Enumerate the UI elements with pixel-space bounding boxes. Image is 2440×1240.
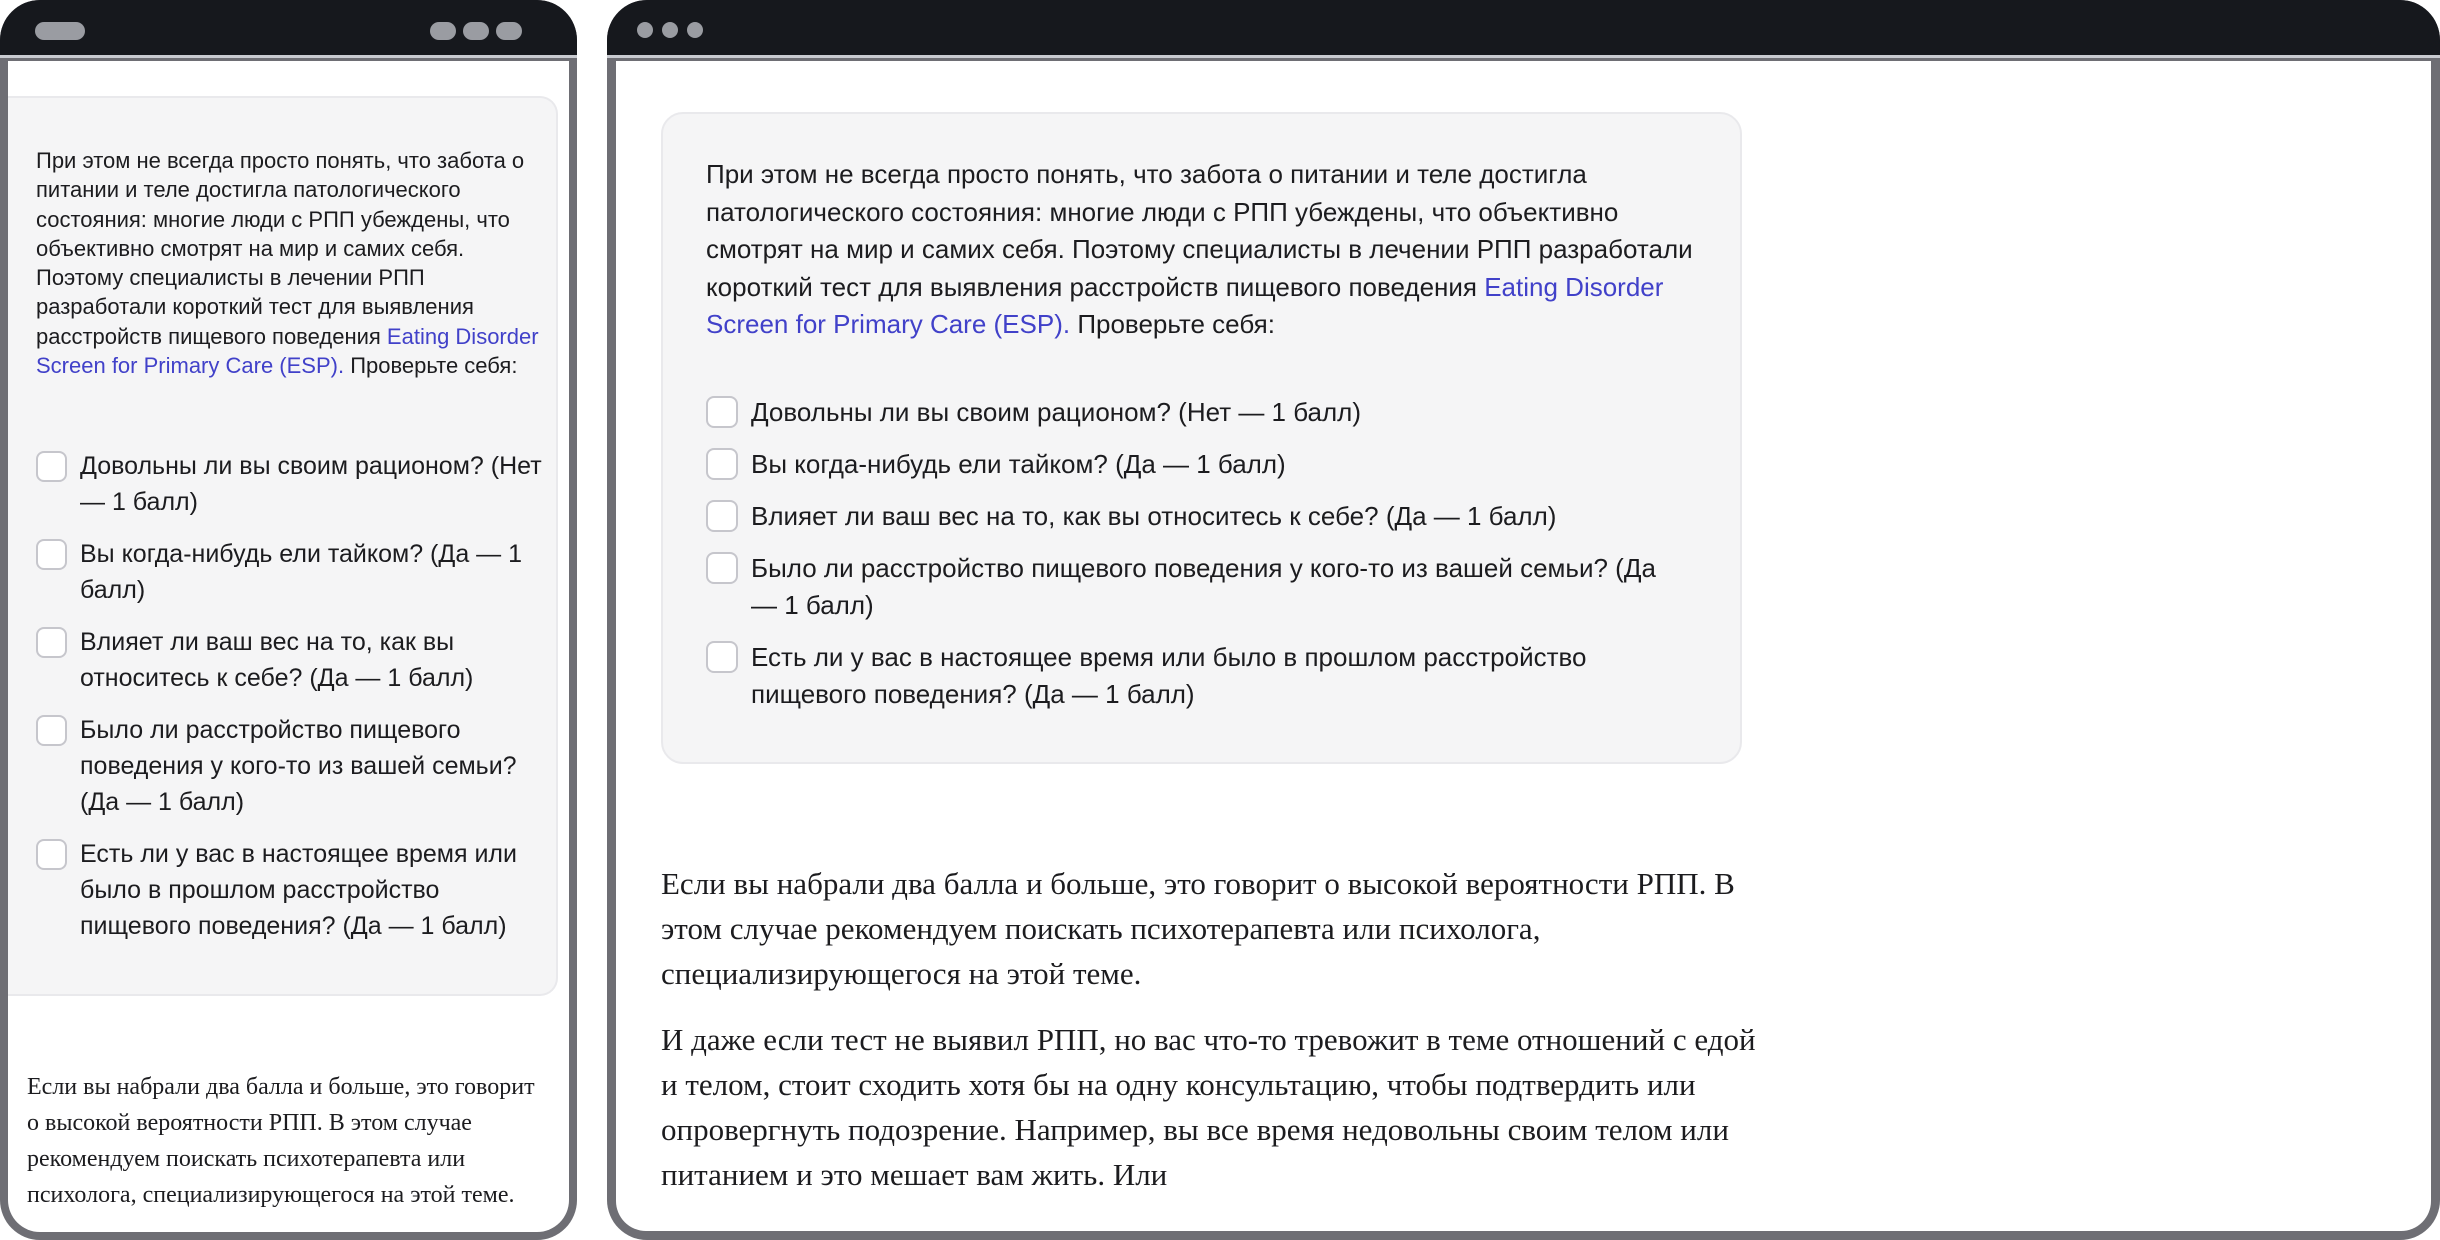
intro-cta: Проверьте себя: — [1070, 309, 1275, 340]
mobile-screen — [8, 61, 569, 1232]
test-intro-text — [36, 146, 546, 380]
question-item[interactable] — [36, 836, 546, 944]
question-label: Довольны ли вы своим рационом? (Нет — 1 балл) — [751, 397, 1361, 427]
question-item[interactable] — [706, 446, 1706, 483]
checkbox[interactable] — [706, 552, 738, 584]
question-label: Вы когда-нибудь ели тайком? (Да — 1 балл) — [80, 540, 523, 604]
status-dot-icon — [430, 22, 456, 40]
desktop-screen — [616, 61, 2431, 1231]
checkbox[interactable] — [36, 539, 67, 570]
question-item[interactable] — [36, 448, 546, 520]
status-dot-icon — [496, 22, 522, 40]
question-item[interactable] — [706, 550, 1671, 624]
checkbox[interactable] — [706, 641, 738, 673]
checkbox[interactable] — [706, 396, 738, 428]
window-dot-icon — [687, 22, 703, 38]
intro-text: При этом не всегда просто понять, что забота о питании и теле достигла патологического состояния: многие люди с РПП убеждены, что объективно смотрят на мир и самих себя. Поэтому специалисты в лечении РПП разработали короткий тест для выявления расстройств пищевого поведения — [36, 148, 525, 349]
checkbox[interactable] — [36, 627, 67, 658]
article-paragraph: Если вы набрали два балла и больше, это говорит о высокой вероятности РПП. В этом случае рекомендуем поискать психотерапевта или психолога, специализирующегося на этой теме. — [27, 1074, 535, 1208]
question-label: Влияет ли ваш вес на то, как вы относитесь к себе? (Да — 1 балл) — [80, 628, 474, 692]
question-label: Было ли расстройство пищевого поведения у кого-то из вашей семьи? (Да — 1 балл) — [751, 553, 1656, 620]
window-dot-icon — [662, 22, 678, 38]
question-list — [706, 394, 1706, 728]
question-item[interactable] — [36, 624, 546, 696]
question-item[interactable] — [36, 712, 546, 820]
checkbox[interactable] — [706, 500, 738, 532]
browser-title-bar — [607, 0, 2440, 58]
checkbox[interactable] — [36, 839, 67, 870]
question-label: Есть ли у вас в настоящее время или было в прошлом расстройство пищевого поведения? (Да — 1 балл) — [80, 840, 517, 940]
question-item[interactable] — [706, 498, 1706, 535]
question-item[interactable] — [36, 536, 546, 608]
checkbox[interactable] — [36, 451, 67, 482]
desktop-browser-frame — [607, 0, 2440, 1240]
question-item[interactable] — [706, 639, 1671, 713]
question-label: Есть ли у вас в настоящее время или было в прошлом расстройство пищевого поведения? (Да — 1 балл) — [751, 642, 1587, 709]
question-label: Довольны ли вы своим рационом? (Нет — 1 балл) — [80, 452, 542, 516]
checkbox[interactable] — [36, 715, 67, 746]
question-label: Влияет ли ваш вес на то, как вы относитесь к себе? (Да — 1 балл) — [751, 501, 1557, 531]
mobile-status-bar — [0, 0, 577, 58]
status-pill-icon — [35, 22, 85, 40]
status-dot-icon — [463, 22, 489, 40]
intro-text: При этом не всегда просто понять, что забота о питании и теле достигла патологического состояния: многие люди с РПП убеждены, что объективно смотрят на мир и самих себя. Поэтому специалисты в лечении РПП разработали короткий тест для выявления расстройств пищевого поведения — [706, 159, 1693, 302]
checkbox[interactable] — [706, 448, 738, 480]
screening-test-card — [8, 96, 558, 996]
screening-test-card — [661, 112, 1742, 764]
article-body — [661, 861, 1761, 1218]
intro-cta: Проверьте себя: — [344, 353, 518, 379]
question-item[interactable] — [706, 394, 1706, 431]
article-paragraph: И даже если тест не выявил РПП, но вас что-то тревожит в теме отношений с едой и телом, стоит сходить хотя бы на одну консультацию, чтобы подтвердить или опровергнуть подозрение. Например, вы все время недовольны своим телом или питанием и это мешает вам жить. Или — [661, 1022, 1756, 1192]
question-label: Было ли расстройство пищевого поведения у кого-то из вашей семьи? (Да — 1 балл) — [80, 716, 517, 816]
window-dot-icon — [637, 22, 653, 38]
question-list — [36, 448, 546, 944]
test-intro-text — [706, 156, 1706, 344]
mobile-device-frame — [0, 0, 577, 1240]
esp-link[interactable]: Eating Disorder Screen for Primary Care (ESP). — [706, 271, 1664, 340]
question-label: Вы когда-нибудь ели тайком? (Да — 1 балл) — [751, 449, 1286, 479]
esp-link[interactable]: Eating Disorder Screen for Primary Care (ESP). — [36, 323, 539, 379]
article-paragraph: Если вы набрали два балла и больше, это говорит о высокой вероятности РПП. В этом случае рекомендуем поискать психотерапевта или психолога, специализирующегося на этой теме. — [661, 866, 1735, 991]
